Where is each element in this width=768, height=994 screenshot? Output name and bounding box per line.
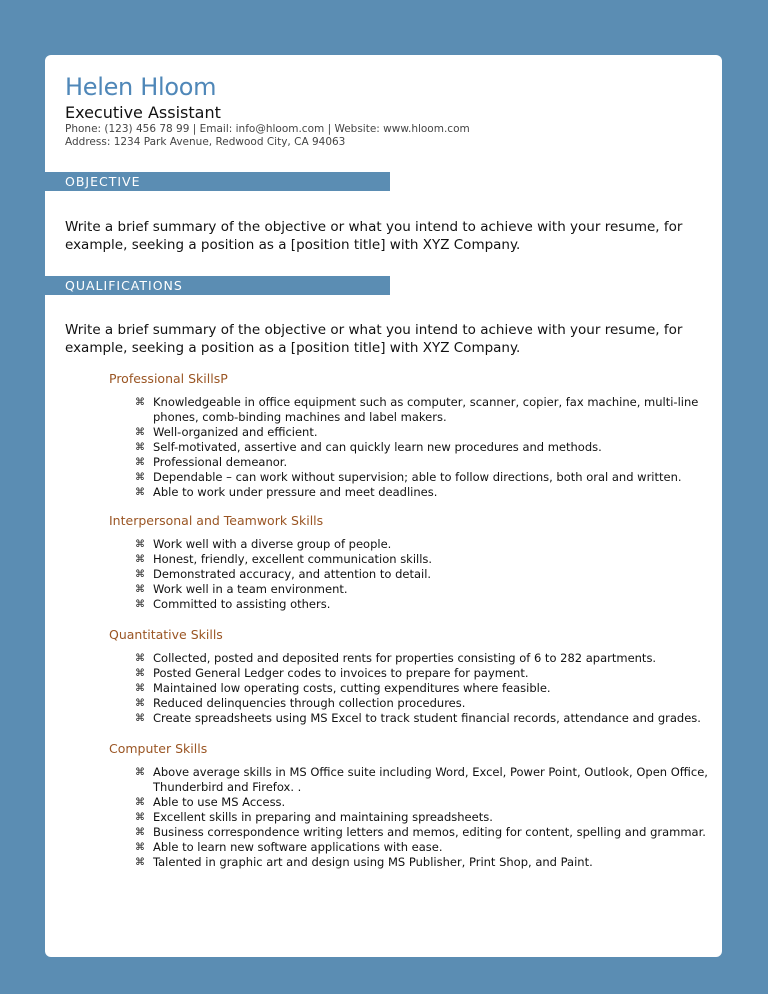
list-item [135,711,715,726]
list-item-text: Collected, posted and deposited rents for properties consisting of 6 to 282 apartments. [153,651,657,665]
list-item [135,765,715,795]
qualifications-summary: Write a brief summary of the objective or what you intend to achieve with your resume, for example, seeking a position as a [position title] with XYZ Company. [65,322,683,356]
list-item-text: Knowledgeable in office equipment such as computer, scanner, copier, fax machine, multi-line phones, comb-binding machines and label makers. [153,395,699,424]
list-item [135,810,715,825]
list-item [135,840,715,855]
address-line: Address: 1234 Park Avenue, Redwood City, CA 94063 [65,136,346,148]
bullet-icon: ⌘ [135,653,145,664]
list-item-text: Maintained low operating costs, cutting expenditures where feasible. [153,681,551,695]
bullet-icon: ⌘ [135,713,145,724]
list-item [135,855,715,870]
list-item [135,795,715,810]
list-item-text: Able to work under pressure and meet deadlines. [153,485,438,499]
list-item [135,552,715,567]
list-item [135,537,715,552]
list-item-text: Self-motivated, assertive and can quickly learn new procedures and methods. [153,440,602,454]
skill-group-title: Professional SkillsP [109,371,228,386]
list-item-text: Able to use MS Access. [153,795,286,809]
bullet-icon: ⌘ [135,767,145,778]
list-item [135,825,715,840]
contact-line: Phone: (123) 456 78 99 | Email: info@hloom.com | Website: www.hloom.com [65,123,470,135]
list-item [135,597,715,612]
skill-list-computer [135,765,715,870]
list-item [135,485,715,500]
list-item-text: Create spreadsheets using MS Excel to track student financial records, attendance and grades. [153,711,701,725]
list-item-text: Committed to assisting others. [153,597,331,611]
bullet-icon: ⌘ [135,554,145,565]
list-item-text: Honest, friendly, excellent communication skills. [153,552,433,566]
resume-page [45,55,722,957]
bullet-icon: ⌘ [135,857,145,868]
list-item [135,455,715,470]
objective-heading: OBJECTIVE [45,172,390,191]
list-item [135,696,715,711]
bullet-icon: ⌘ [135,599,145,610]
bullet-icon: ⌘ [135,842,145,853]
list-item-text: Talented in graphic art and design using MS Publisher, Print Shop, and Paint. [153,855,593,869]
bullet-icon: ⌘ [135,472,145,483]
skill-list-quantitative [135,651,715,726]
bullet-icon: ⌘ [135,683,145,694]
bullet-icon: ⌘ [135,397,145,408]
list-item [135,567,715,582]
list-item-text: Excellent skills in preparing and maintaining spreadsheets. [153,810,493,824]
list-item-text: Dependable – can work without supervision; able to follow directions, both oral and written. [153,470,682,484]
list-item-text: Professional demeanor. [153,455,288,469]
list-item-text: Work well in a team environment. [153,582,348,596]
list-item [135,470,715,485]
list-item [135,425,715,440]
list-item-text: Well-organized and efficient. [153,425,318,439]
list-item [135,681,715,696]
list-item [135,395,715,425]
list-item-text: Posted General Ledger codes to invoices to prepare for payment. [153,666,529,680]
bullet-icon: ⌘ [135,584,145,595]
bullet-icon: ⌘ [135,427,145,438]
bullet-icon: ⌘ [135,668,145,679]
skill-list-interpersonal [135,537,715,612]
list-item-text: Work well with a diverse group of people. [153,537,392,551]
list-item [135,666,715,681]
candidate-name: Helen Hloom [65,73,217,101]
list-item-text: Above average skills in MS Office suite including Word, Excel, Power Point, Outlook, Open Office, Thunderbird and Firefox. . [153,765,708,794]
list-item-text: Demonstrated accuracy, and attention to detail. [153,567,432,581]
skill-list-professional [135,395,715,500]
bullet-icon: ⌘ [135,539,145,550]
list-item-text: Business correspondence writing letters and memos, editing for content, spelling and grammar. [153,825,706,839]
bullet-icon: ⌘ [135,487,145,498]
skill-group-title: Computer Skills [109,741,208,756]
list-item-text: Able to learn new software applications with ease. [153,840,443,854]
objective-summary: Write a brief summary of the objective or what you intend to achieve with your resume, for example, seeking a position as a [position title] with XYZ Company. [65,219,683,253]
bullet-icon: ⌘ [135,698,145,709]
bullet-icon: ⌘ [135,442,145,453]
job-title: Executive Assistant [65,103,221,122]
list-item [135,582,715,597]
bullet-icon: ⌘ [135,812,145,823]
skill-group-title: Quantitative Skills [109,627,223,642]
list-item [135,440,715,455]
skill-group-title: Interpersonal and Teamwork Skills [109,513,324,528]
qualifications-heading: QUALIFICATIONS [45,276,390,295]
bullet-icon: ⌘ [135,827,145,838]
bullet-icon: ⌘ [135,797,145,808]
bullet-icon: ⌘ [135,569,145,580]
list-item-text: Reduced delinquencies through collection procedures. [153,696,466,710]
list-item [135,651,715,666]
bullet-icon: ⌘ [135,457,145,468]
